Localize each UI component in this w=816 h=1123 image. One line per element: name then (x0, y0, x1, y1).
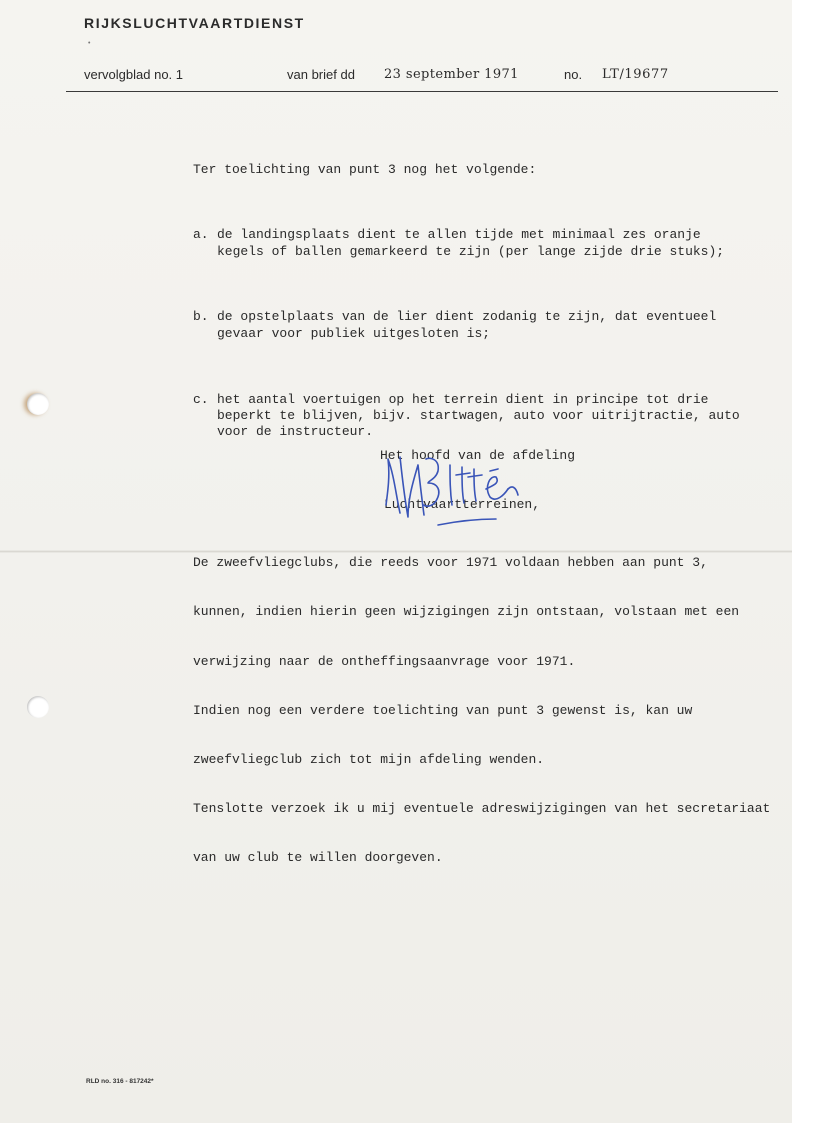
punch-hole (27, 696, 49, 718)
paragraph-line: zweefvliegclub zich tot mijn afdeling wenden. (193, 752, 545, 768)
paragraph-line: kunnen, indien hierin geen wijzigingen zijn ontstaan, volstaan met een (193, 604, 740, 620)
paragraph-line: Indien nog een verdere toelichting van punt 3 gewenst is, kan uw (193, 702, 693, 718)
handwritten-signature (378, 445, 558, 535)
page-edge (792, 0, 816, 1123)
list-item-line: beperkt te blijven, bijv. startwagen, auto voor uitrijtractie, auto (217, 407, 740, 423)
list-item-line: gevaar voor publiek uitgesloten is; (217, 325, 491, 341)
paper-speck: • (88, 40, 91, 47)
form-code: RLD no. 316 - 817242* (86, 1078, 154, 1085)
list-item-letter: c. (193, 391, 209, 407)
letter-header-row (84, 67, 778, 87)
list-item-line: voor de instructeur. (217, 424, 374, 440)
number-label: no. (564, 67, 583, 82)
paragraph-line: De zweefvliegclubs, die reeds voor 1971 voldaan hebben aan punt 3, (193, 555, 708, 571)
agency-name: RIJKSLUCHTVAARTDIENST (84, 15, 305, 31)
paragraph-line: van uw club te willen doorgeven. (193, 850, 443, 866)
sheet-label: vervolgblad no. 1 (84, 67, 184, 82)
list-item (193, 227, 770, 260)
list-item-letter: a. (193, 227, 209, 243)
list-item-letter: b. (193, 309, 209, 325)
list-item-line: de landingsplaats dient te allen tijde met minimaal zes oranje (217, 227, 701, 243)
paragraph-line: Tenslotte verzoek ik u mij eventuele adreswijzigingen van het secretariaat (193, 801, 771, 817)
letter-number: LT/19677 (602, 67, 669, 82)
list-item-line: het aantal voertuigen op het terrein dient in principe tot drie (217, 391, 709, 407)
header-rule (66, 91, 778, 92)
letter-ref-label: van brief dd (287, 67, 355, 82)
intro-line: Ter toelichting van punt 3 nog het volgende: (193, 161, 537, 177)
list-item (193, 309, 770, 342)
closing-department: Luchtvaartterreinen, (384, 497, 541, 513)
letter-date: 23 september 1971 (384, 67, 519, 82)
paragraph-line: verwijzing naar de ontheffingsaanvrage voor 1971. (193, 653, 576, 669)
closing-title: Het hoofd van de afdeling (380, 447, 576, 463)
list-item-line: kegels of ballen gemarkeerd te zijn (per lange zijde drie stuks); (217, 243, 725, 259)
list-item-line: de opstelplaats van de lier dient zodanig te zijn, dat eventueel (217, 309, 717, 325)
punch-hole (27, 393, 49, 415)
